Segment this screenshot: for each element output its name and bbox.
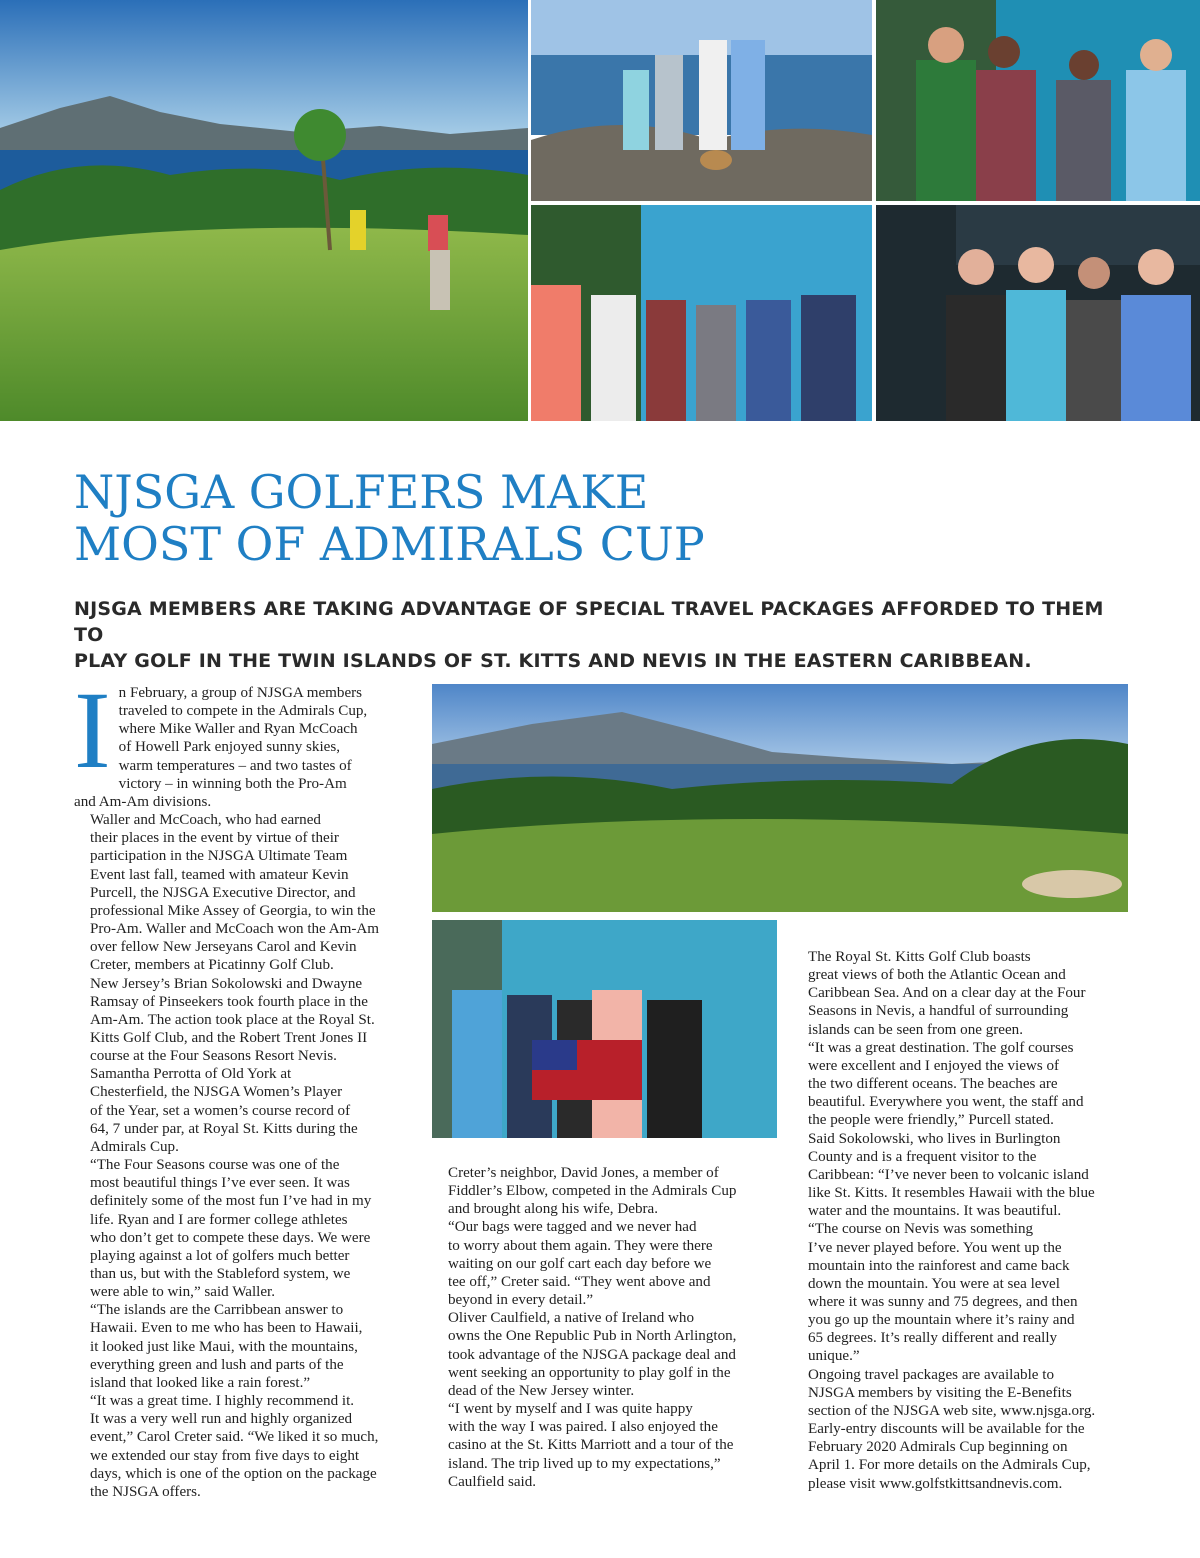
article-column-1 — [74, 669, 414, 1501]
text-line: The Royal St. Kitts Golf Club boasts — [808, 949, 1031, 965]
paragraph — [792, 1220, 1137, 1365]
text-line: participation in the NJSGA Ultimate Team — [90, 848, 348, 865]
paragraph — [74, 1301, 414, 1392]
article-column-2 — [432, 1164, 777, 1491]
article-deck — [74, 596, 1134, 674]
text-line: island that looked like a rain forest.” — [90, 1374, 311, 1391]
text-line: beautiful. Everywhere you went, the staff and — [808, 1094, 1084, 1111]
text-line: owns the One Republic Pub in North Arlington, — [448, 1328, 737, 1345]
paragraph — [432, 1309, 777, 1400]
text-line: victory – in winning both the Pro-Am — [118, 775, 347, 792]
text-line: Creter, members at Picatinny Golf Club. — [90, 957, 334, 974]
text-line: Early-entry discounts will be available for the — [808, 1421, 1085, 1438]
headline-line: NJSGA GOLFERS MAKE — [74, 465, 649, 519]
text-line: the two different oceans. The beaches are — [808, 1076, 1058, 1093]
text-line: I’ve never played before. You went up the — [808, 1239, 1062, 1256]
text-line: Caribbean: “I’ve never been to volcanic island — [808, 1166, 1089, 1183]
paragraph — [792, 948, 1137, 1039]
deck-line: PLAY GOLF IN THE TWIN ISLANDS OF ST. KITTS AND NEVIS IN THE EASTERN CARIBBEAN. — [74, 650, 1032, 672]
text-line: of the Year, set a women’s course record of — [90, 1102, 351, 1119]
text-line: their places in the event by virtue of their — [90, 830, 339, 847]
photo-golf-course-top — [0, 0, 528, 421]
text-line: “The islands are the Carribbean answer to — [90, 1302, 344, 1319]
paragraph — [74, 669, 414, 811]
text-line: Ongoing travel packages are available to — [808, 1366, 1055, 1383]
text-line: 65 degrees. It’s really different and really — [808, 1330, 1058, 1347]
text-line: Waller and McCoach, who had earned — [90, 812, 321, 829]
paragraph — [792, 1366, 1137, 1493]
text-line: everything green and lush and parts of the — [90, 1356, 344, 1373]
text-line: days, which is one of the option on the package — [90, 1465, 377, 1482]
text-line: the NJSGA offers. — [90, 1483, 201, 1500]
paragraph — [792, 1039, 1137, 1130]
text-line: definitely some of the most fun I’ve had in my — [90, 1193, 372, 1210]
text-line: went seeking an opportunity to play golf in the — [448, 1364, 731, 1381]
deck-line: NJSGA MEMBERS ARE TAKING ADVANTAGE OF SPECIAL TRAVEL PACKAGES AFFORDED TO THEM TO — [74, 598, 1104, 646]
text-line: Caribbean Sea. And on a clear day at the Four — [808, 985, 1086, 1002]
text-line: and Am-Am divisions. — [74, 793, 212, 810]
text-line: Caulfield said. — [448, 1473, 537, 1490]
text-line: you go up the mountain where it’s rainy and — [808, 1312, 1075, 1329]
text-line: “Our bags were tagged and we never had — [448, 1219, 697, 1236]
text-line: It was a very well run and highly organized — [90, 1411, 353, 1428]
text-line: section of the NJSGA web site, www.njsga.org. — [808, 1402, 1096, 1419]
text-line: waiting on our golf cart each day before we — [448, 1255, 712, 1272]
text-line: professional Mike Assey of Georgia, to win the — [90, 902, 376, 919]
paragraph — [74, 1065, 414, 1156]
text-line: Kitts Golf Club, and the Robert Trent Jones II — [90, 1029, 368, 1046]
text-line: water and the mountains. It was beautiful. — [808, 1203, 1062, 1220]
text-line: island. The trip lived up to my expectations,” — [448, 1455, 721, 1472]
text-line: Hawaii. Even to me who has been to Hawaii, — [90, 1320, 363, 1337]
text-line: with the way I was paired. I also enjoyed the — [448, 1419, 718, 1436]
text-line: Fiddler’s Elbow, competed in the Admirals Cup — [448, 1183, 737, 1200]
text-line: event,” Carol Creter said. “We liked it so much, — [90, 1429, 379, 1446]
text-line: who don’t get to compete these days. We were — [90, 1229, 371, 1246]
article-headline — [74, 466, 834, 570]
text-line: were excellent and I enjoyed the views of — [808, 1057, 1060, 1074]
text-line: course at the Four Seasons Resort Nevis. — [90, 1048, 337, 1065]
text-line: warm temperatures – and two tastes of — [118, 757, 352, 774]
text-line: February 2020 Admirals Cup beginning on — [808, 1439, 1068, 1456]
text-line: of Howell Park enjoyed sunny skies, — [118, 739, 340, 756]
paragraph — [74, 811, 414, 974]
photo-golf-course-middle — [432, 684, 1128, 912]
text-line: Pro-Am. Waller and McCoach won the Am-Am — [90, 921, 380, 938]
text-line: “The Four Seasons course was one of the — [90, 1157, 340, 1174]
paragraph — [432, 1164, 777, 1218]
text-line: casino at the St. Kitts Marriott and a tour of the — [448, 1437, 734, 1454]
text-line: Ramsay of Pinseekers took fourth place in the — [90, 993, 368, 1010]
text-line: than us, but with the Stableford system, we — [90, 1266, 351, 1282]
text-line: Admirals Cup. — [90, 1138, 179, 1155]
text-line: where it was sunny and 75 degrees, and then — [808, 1293, 1078, 1310]
text-line: most beautiful things I’ve ever seen. It was — [90, 1175, 350, 1192]
text-line: life. Ryan and I are former college athletes — [90, 1211, 348, 1228]
paragraph — [74, 1156, 414, 1301]
text-line: Creter’s neighbor, David Jones, a member of — [448, 1165, 719, 1181]
photo-trophy-group-middle — [531, 205, 872, 421]
text-line: n February, a group of NJSGA members — [118, 685, 363, 701]
text-line: it looked just like Maui, with the mountains, — [90, 1338, 358, 1355]
text-line: Said Sokolowski, who lives in Burlington — [808, 1130, 1061, 1147]
text-line: NJSGA members by visiting the E-Benefits — [808, 1384, 1072, 1401]
text-line: we extended our stay from five days to eight — [90, 1447, 360, 1464]
photo-trophy-group-top — [876, 0, 1200, 201]
text-line: Seasons in Nevis, a handful of surrounding — [808, 1003, 1069, 1020]
text-line: dead of the New Jersey winter. — [448, 1382, 635, 1399]
drop-cap: I — [74, 669, 111, 791]
paragraph — [792, 1130, 1137, 1221]
text-line: “The course on Nevis was something — [808, 1221, 1034, 1238]
text-line: Samantha Perrotta of Old York at — [90, 1066, 292, 1083]
text-line: tee off,” Creter said. “They went above and — [448, 1273, 711, 1290]
photo-flag-group — [432, 920, 777, 1138]
article-column-3 — [792, 948, 1137, 1493]
text-line: April 1. For more details on the Admirals Cup, — [808, 1457, 1091, 1474]
text-line: took advantage of the NJSGA package deal and — [448, 1346, 736, 1363]
text-line: 64, 7 under par, at Royal St. Kitts during the — [90, 1120, 358, 1137]
text-line: mountain into the rainforest and came back — [808, 1257, 1070, 1274]
text-line: the people were friendly,” Purcell stated. — [808, 1112, 1054, 1129]
text-line: were able to win,” said Waller. — [90, 1284, 276, 1301]
text-line: “It was a great destination. The golf courses — [808, 1039, 1074, 1056]
text-line: to worry about them again. They were there — [448, 1237, 713, 1254]
text-line: Am-Am. The action took place at the Royal St. — [90, 1011, 375, 1028]
paragraph — [74, 975, 414, 1066]
text-line: playing against a lot of golfers much better — [90, 1247, 350, 1264]
photo-reception-group — [876, 205, 1200, 421]
headline-line: MOST OF ADMIRALS CUP — [74, 517, 705, 571]
text-line: down the mountain. You were at sea level — [808, 1275, 1060, 1292]
text-line: beyond in every detail.” — [448, 1292, 594, 1309]
text-line: Chesterfield, the NJSGA Women’s Player — [90, 1084, 343, 1101]
paragraph — [432, 1400, 777, 1491]
photo-group-rocks — [531, 0, 872, 201]
text-line: great views of both the Atlantic Ocean and — [808, 967, 1066, 984]
text-line: “I went by myself and I was quite happy — [448, 1401, 693, 1418]
text-line: islands can be seen from one green. — [808, 1021, 1024, 1038]
text-line: please visit www.golfstkittsandnevis.com. — [808, 1475, 1063, 1492]
text-line: County and is a frequent visitor to the — [808, 1148, 1037, 1165]
text-line: Purcell, the NJSGA Executive Director, and — [90, 884, 356, 901]
text-line: traveled to compete in the Admirals Cup, — [118, 703, 368, 720]
text-line: like St. Kitts. It resembles Hawaii with the blue — [808, 1185, 1095, 1202]
text-line: over fellow New Jerseyans Carol and Kevin — [90, 939, 357, 956]
text-line: unique.” — [808, 1348, 860, 1365]
text-line: Event last fall, teamed with amateur Kevin — [90, 866, 349, 883]
text-line: New Jersey’s Brian Sokolowski and Dwayne — [90, 975, 363, 992]
paragraph — [74, 1392, 414, 1501]
paragraph — [432, 1218, 777, 1309]
text-line: where Mike Waller and Ryan McCoach — [118, 721, 358, 738]
text-line: “It was a great time. I highly recommend it. — [90, 1393, 355, 1410]
text-line: Oliver Caulfield, a native of Ireland who — [448, 1310, 695, 1327]
text-line: and brought along his wife, Debra. — [448, 1201, 659, 1218]
